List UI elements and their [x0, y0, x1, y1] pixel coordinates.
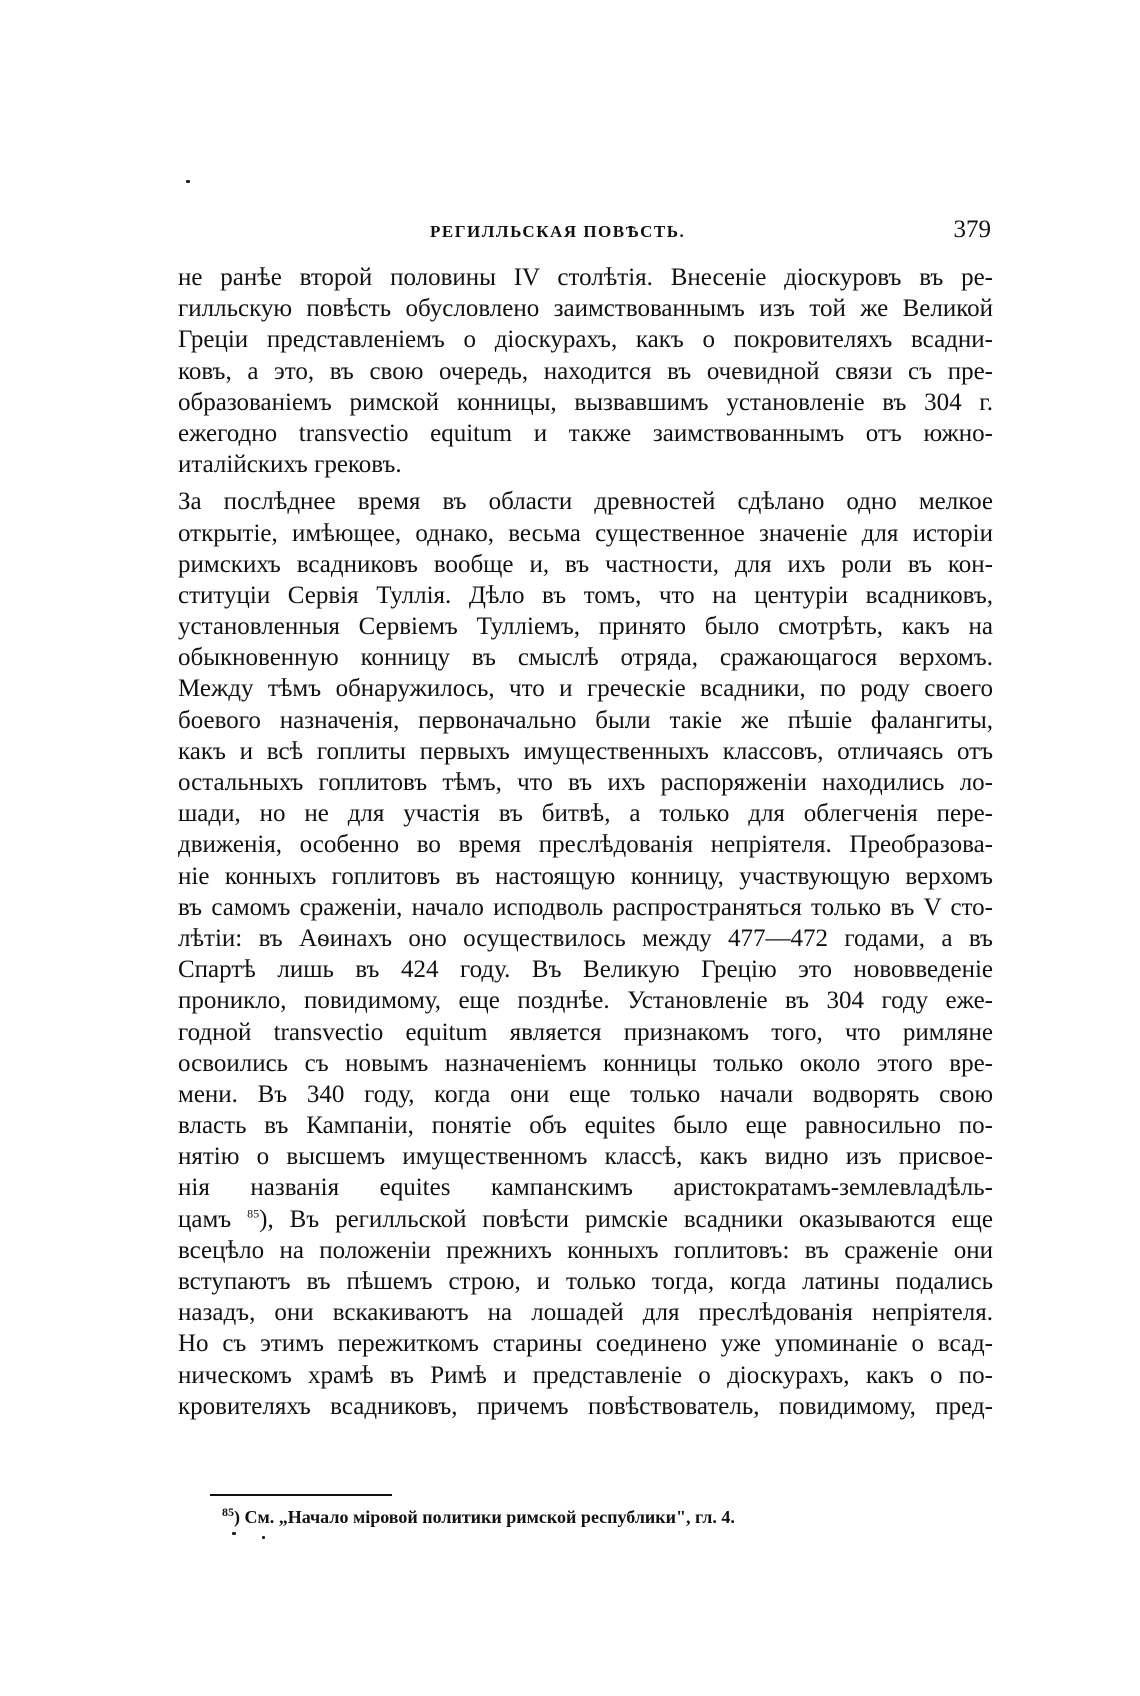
text-line-with-reference — [178, 1204, 993, 1235]
text-line: открытіе, имѣющее, однако, весьма существенное значеніе для исторіи — [178, 519, 993, 547]
text-line: Спартѣ лишь въ 424 году. Въ Великую Грецію это нововведеніе — [178, 956, 993, 984]
text-line: проникло, повидимому, еще позднѣе. Установленіе въ 304 году еже- — [178, 987, 993, 1015]
text-line: какъ и всѣ гоплиты первыхъ имущественныхъ классовъ, отличаясь отъ — [178, 737, 993, 765]
stray-mark — [262, 1536, 265, 1539]
text-line: назадъ, они вскакиваютъ на лошадей для преслѣдованія непріятеля. — [178, 1299, 993, 1327]
text-line: италійскихъ грековъ. — [178, 451, 402, 479]
text-line: обыкновенную конницу въ смыслѣ отряда, сражающагося верхомъ. — [178, 644, 993, 672]
stray-mark — [232, 1532, 236, 1535]
text-line: кровителяхъ всадниковъ, причемъ повѣствователь, повидимому, пред- — [178, 1392, 993, 1420]
text-line: не ранѣе второй половины IV столѣтія. Внесеніе діоскуровъ въ ре- — [178, 264, 993, 291]
text-line: ституціи Сервія Туллія. Дѣло въ томъ, что на центуріи всадниковъ, — [178, 581, 993, 609]
footnote-divider — [210, 1494, 392, 1496]
text-line: За послѣднее время въ области древностей сдѣлано одно мелкое — [178, 488, 993, 516]
footnote-mark: 85 — [222, 1505, 234, 1519]
text-line: въ самомъ сраженіи, начало исподволь распространяться только въ V сто- — [178, 893, 993, 921]
text-line: лѣтіи: въ Аѳинахъ оно осуществилось между 477—472 годами, а въ — [178, 924, 993, 952]
text-line: Греціи представленіемъ о діоскурахъ, какъ о покровителяхъ всадни- — [178, 326, 993, 354]
text-line: гилльскую повѣсть обусловлено заимствованнымъ изъ той же Великой — [178, 295, 993, 323]
text-line: власть въ Кампаніи, понятіе объ equites было еще равносильно по- — [178, 1112, 993, 1140]
page-header — [178, 216, 993, 250]
text-line: остальныхъ гоплитовъ тѣмъ, что въ ихъ распоряженіи находились ло- — [178, 769, 993, 796]
text-line: ніе конныхъ гоплитовъ въ настоящую конницу, участвующую верхомъ — [178, 862, 993, 890]
text-line: римскихъ всадниковъ вообще и, въ частности, для ихъ роли въ кон- — [178, 550, 993, 578]
text-line: нія названія equites кампанскимъ аристократамъ-землевладѣль- — [178, 1174, 993, 1202]
text-line: всецѣло на положеніи прежнихъ конныхъ гоплитовъ: въ сраженіе они — [178, 1236, 993, 1264]
text-fragment: цамъ — [178, 1205, 232, 1233]
text-line: Но съ этимъ пережиткомъ старины соединено уже упоминаніе о всад- — [178, 1330, 993, 1358]
text-line: Между тѣмъ обнаружилось, что и греческіе всадники, по роду своего — [178, 675, 993, 703]
stray-mark — [186, 180, 190, 183]
text-line: шади, но не для участія въ битвѣ, а только для облегченія пере- — [178, 800, 993, 828]
body-text — [178, 262, 993, 1422]
footnote — [222, 1507, 735, 1528]
text-line: установленныя Сервіемъ Тулліемъ, принято было смотрѣть, какъ на — [178, 613, 993, 641]
text-line: нятію о высшемъ имущественномъ классѣ, какъ видно изъ присвое- — [178, 1143, 993, 1171]
text-line: годной transvectio equitum является признакомъ того, что римляне — [178, 1018, 993, 1046]
text-line: вступаютъ въ пѣшемъ строю, и только тогда, когда латины подались — [178, 1268, 993, 1295]
text-line: движенія, особенно во время преслѣдованія непріятеля. Преобразова- — [178, 831, 993, 859]
paragraph — [178, 486, 993, 1422]
text-line: освоились съ новымъ назначеніемъ конницы только около этого вре- — [178, 1049, 993, 1077]
footnote-text: ) См. „Начало міровой политики римской республики", гл. 4. — [234, 1507, 735, 1527]
footnote-reference[interactable]: 85 — [247, 1206, 260, 1221]
text-fragment: ), Въ регилльской повѣсти римскіе всадники оказываются еще — [259, 1205, 993, 1233]
text-line: боевого назначенія, первоначально были такіе же пѣшіе фалангиты, — [178, 706, 993, 734]
text-line: ежегодно transvectio equitum и также заимствованнымъ отъ южно- — [178, 419, 993, 447]
paragraph — [178, 262, 993, 480]
text-line: мени. Въ 340 году, когда они еще только начали водворять свою — [178, 1080, 993, 1108]
text-line: ковъ, а это, въ свою очередь, находится въ очевидной связи съ пре- — [178, 357, 993, 385]
text-line: ническомъ храмѣ въ Римѣ и представленіе о діоскурахъ, какъ о по- — [178, 1361, 993, 1389]
running-title: РЕГИЛЛЬСКАЯ ПОВѢСТЬ. — [430, 222, 686, 241]
page-number: 379 — [953, 216, 991, 243]
text-line: образованіемъ римской конницы, вызвавшимъ установленіе въ 304 г. — [178, 388, 993, 416]
